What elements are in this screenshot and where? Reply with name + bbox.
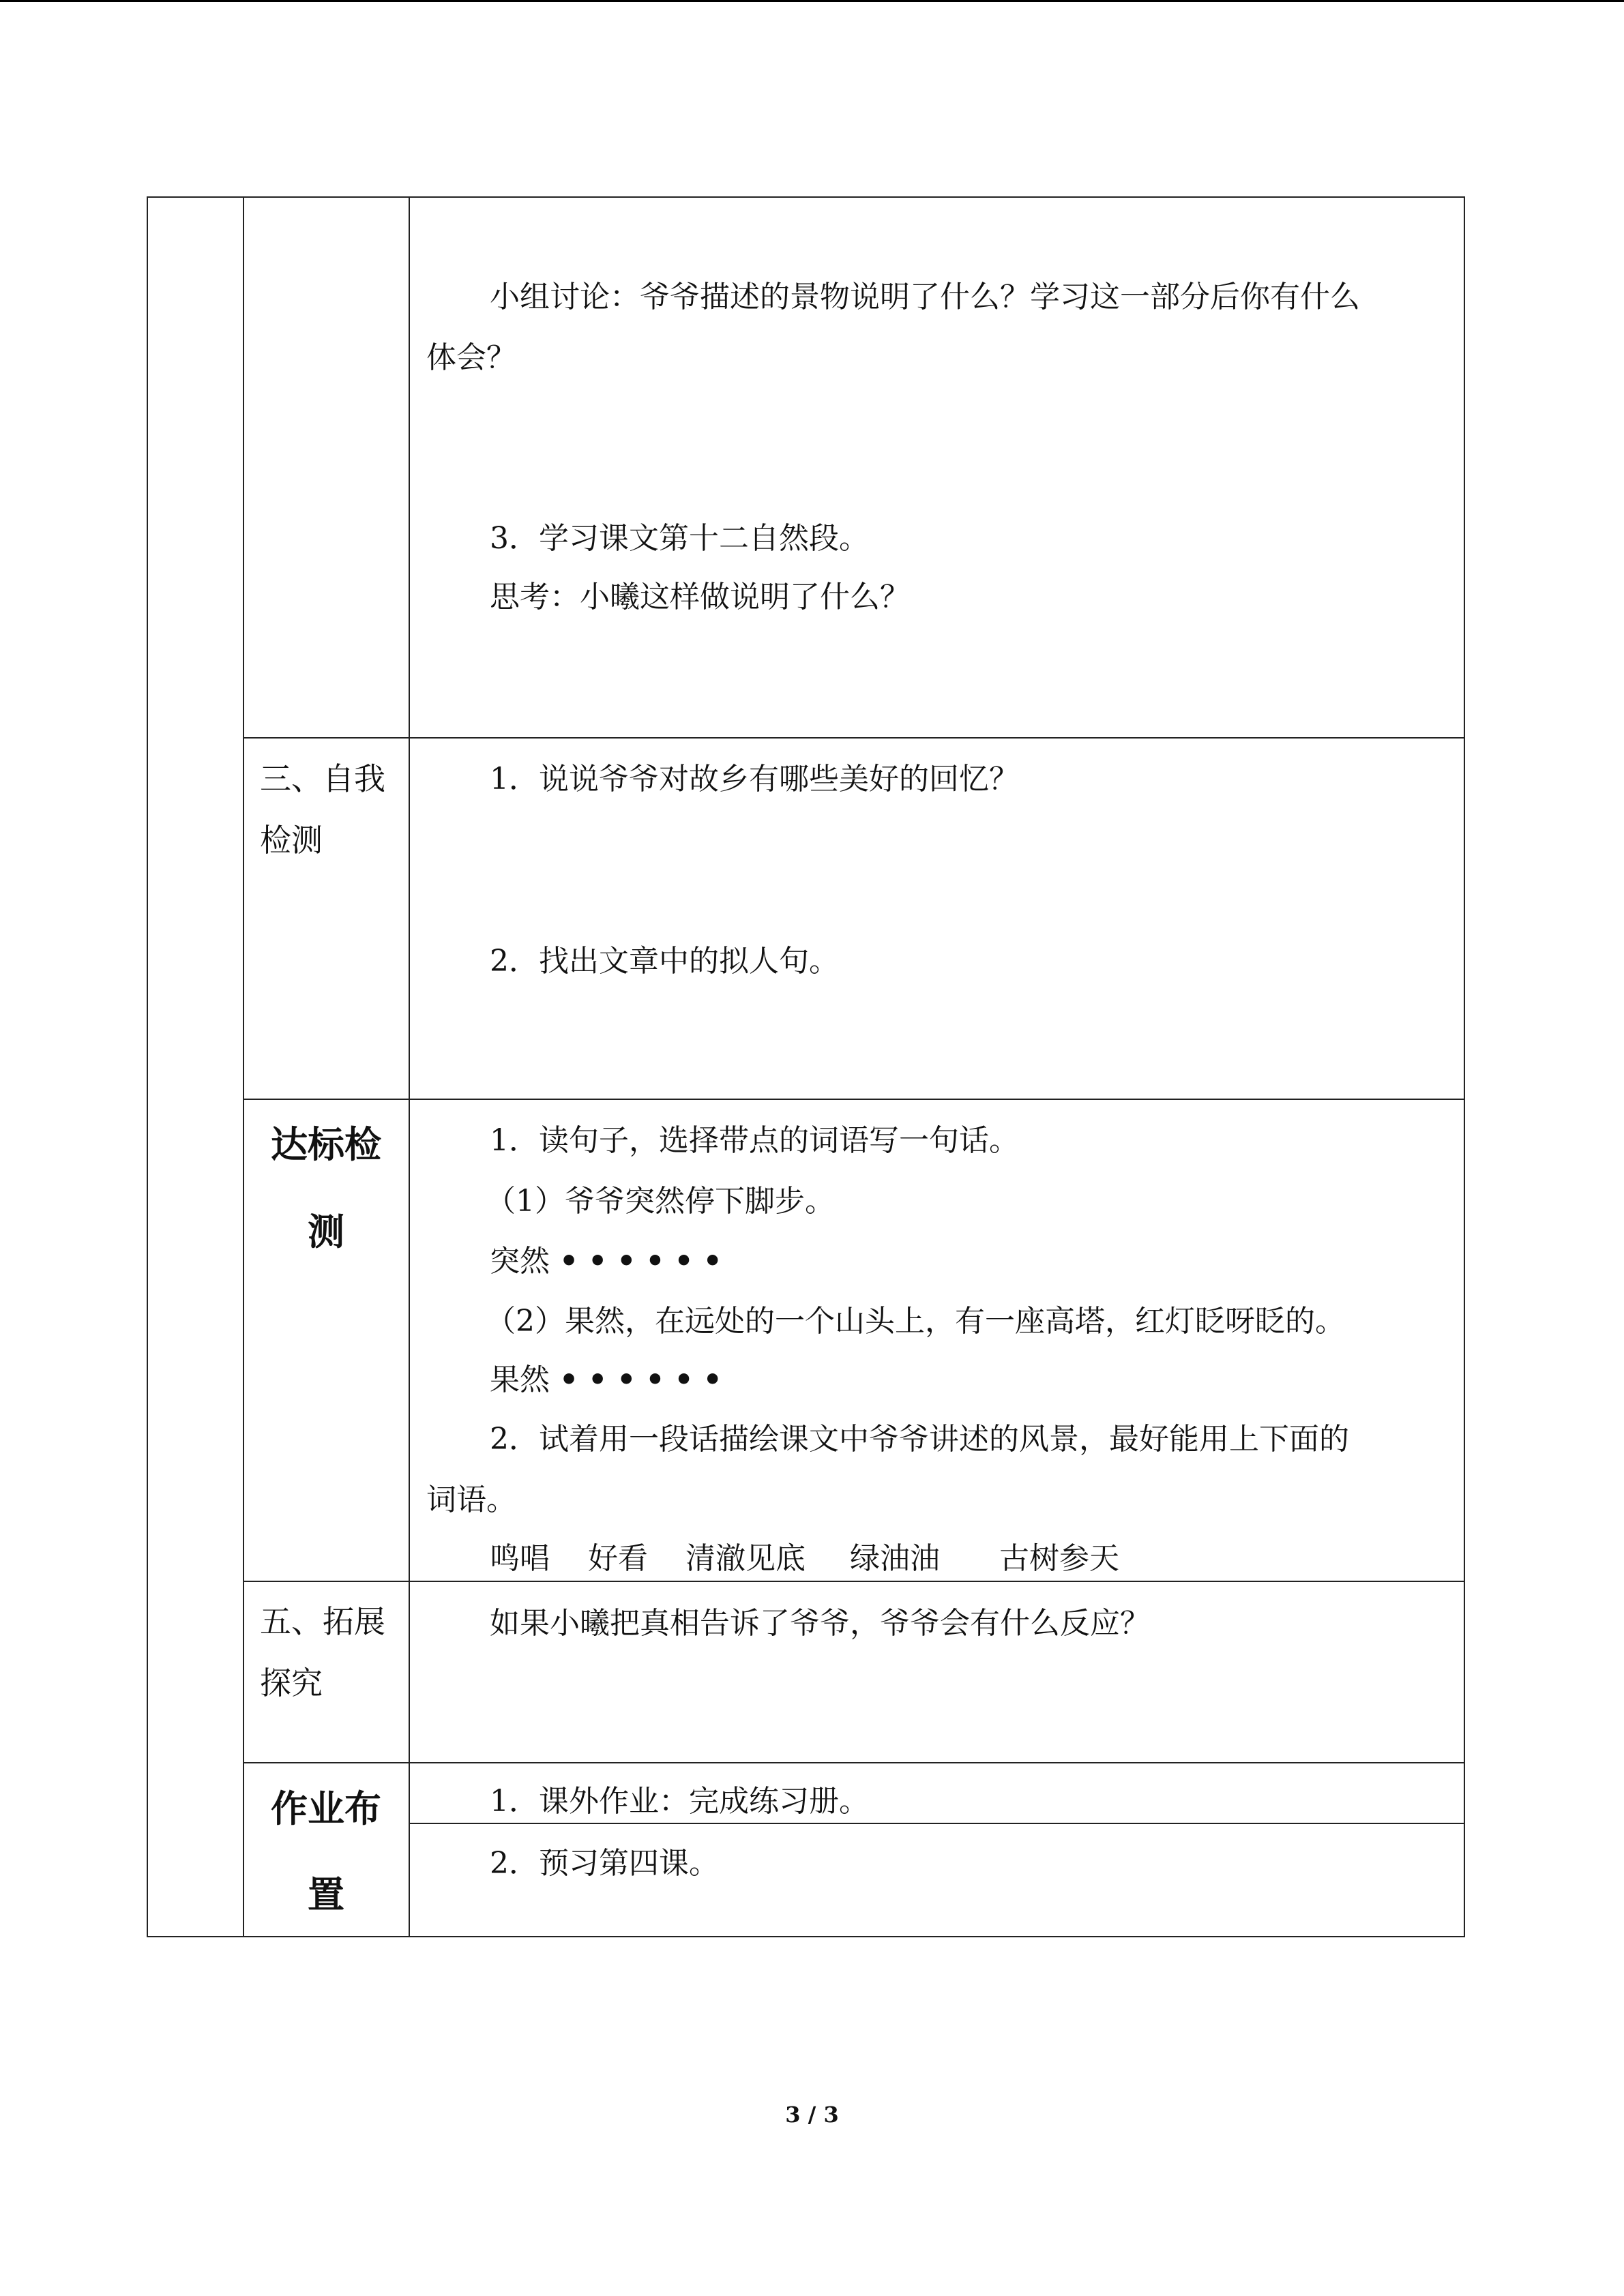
word-bank-4: 绿油油 (850, 1541, 940, 1576)
page-number: 3 / 3 (785, 2102, 839, 2128)
row1-line2: 体会？ (426, 340, 516, 375)
word-bank-3: 清澈见底 (685, 1541, 806, 1576)
row5-label-line2: 置 (308, 1873, 344, 1916)
column-divider-1 (243, 196, 244, 1937)
row3-word-suddenly (490, 1242, 732, 1281)
row3-line4: （2）果然，在远处的一个山头上，有一座高塔，红灯眨呀眨的。 (486, 1304, 1345, 1339)
row3-label-line1: 达标检 (271, 1123, 381, 1166)
lesson-table (147, 196, 1465, 1937)
row5-label-line1: 作业布 (271, 1787, 381, 1830)
top-border (0, 0, 1624, 2)
row4-label-line1: 五、拓展 (260, 1603, 385, 1640)
word-bank-1: 鸣唱 (490, 1541, 550, 1576)
row-divider-5 (409, 1823, 1465, 1824)
row3-word-sure-enough-text: 果然 (490, 1362, 550, 1397)
row1-line3: 3．学习课文第十二自然段。 (490, 521, 869, 556)
row2-line2: 2．找出文章中的拟人句。 (490, 944, 839, 979)
row-divider-2 (243, 1099, 1465, 1100)
row4-label-line2: 探究 (260, 1665, 323, 1701)
row2-label-line1: 三、自我 (260, 760, 385, 797)
column-divider-2 (409, 196, 410, 1937)
row3-word-suddenly-text: 突然 (490, 1244, 550, 1279)
row1-line1: 小组讨论：爷爷描述的景物说明了什么？学习这一部分后你有什么 (490, 280, 1360, 314)
row4-line1: 如果小曦把真相告诉了爷爷，爷爷会有什么反应？ (490, 1606, 1150, 1641)
row3-label-line2: 测 (308, 1210, 344, 1253)
row3-line1: 1．读句子，选择带点的词语写一句话。 (490, 1123, 1019, 1158)
row2-line1: 1．说说爷爷对故乡有哪些美好的回忆？ (490, 762, 1019, 796)
row3-word-sure-enough (490, 1361, 732, 1399)
row2-label-line2: 检测 (260, 822, 323, 859)
row3-line6: 2．试着用一段话描绘课文中爷爷讲述的风景，最好能用上下面的 (490, 1422, 1349, 1457)
row-divider-3 (243, 1581, 1465, 1582)
row-divider-4 (243, 1762, 1465, 1763)
row1-line4: 思考：小曦这样做说明了什么？ (490, 580, 910, 614)
row3-line2: （1）爷爷突然停下脚步。 (486, 1184, 835, 1219)
row-divider-1 (243, 737, 1465, 739)
emphasis-dots: •••••• (559, 1362, 732, 1397)
word-bank-5: 古树参天 (999, 1541, 1119, 1576)
row3-line7: 词语。 (426, 1482, 516, 1517)
row5-line1: 1．课外作业：完成练习册。 (490, 1784, 869, 1819)
row5-line2: 2．预习第四课。 (490, 1846, 719, 1881)
emphasis-dots: •••••• (559, 1244, 732, 1279)
word-bank-2: 好看 (588, 1541, 648, 1576)
